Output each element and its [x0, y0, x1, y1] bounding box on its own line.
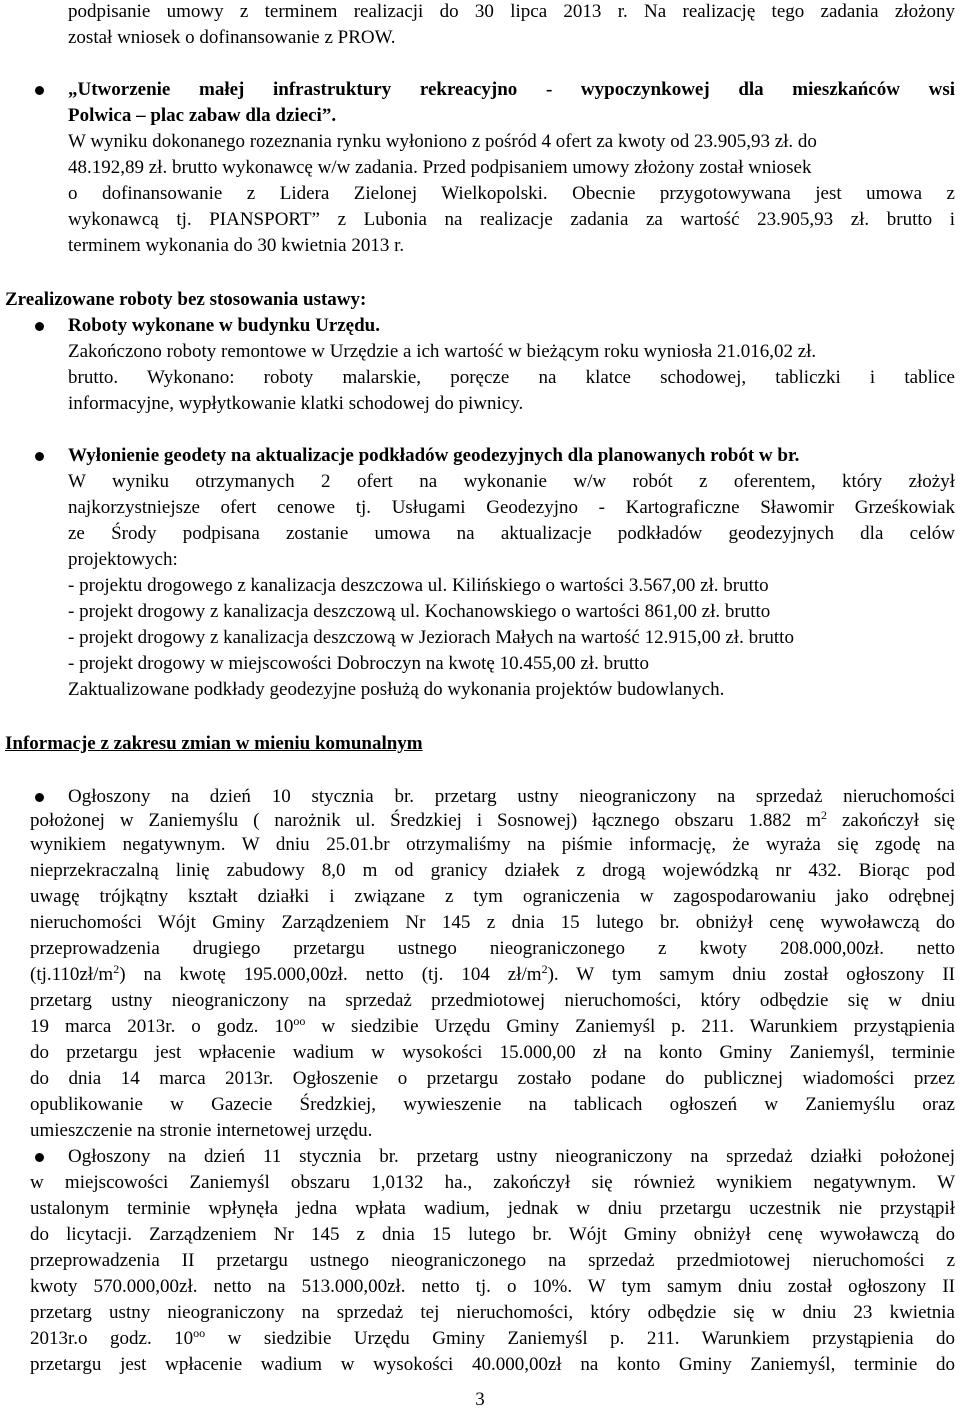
- property-a-line-1: Ogłoszony na dzień 10 stycznia br. przetarg ustny nieograniczony na sprzedaż nieruchomości: [68, 786, 955, 807]
- bullet-icon: [35, 793, 44, 802]
- bullet-icon: [35, 86, 44, 95]
- property-a-line-14: umieszczenie na stronie internetowej urzędu.: [30, 1120, 373, 1141]
- works-line-3: informacyjne, wypłytkowanie klatki schodowej do piwnicy.: [68, 393, 524, 414]
- geodesy-line-2: najkorzystniejsze ofert cenowe tj. Usługami Geodezyjno - Kartograficzne Sławomir Grześkowiak: [68, 497, 955, 518]
- playground-title-2: Polwica – plac zabaw dla dzieci”.: [68, 105, 337, 126]
- property-b-line-2: w miejscowości Zaniemyśl obszaru 1,0132 ha., zakończył się również wynikiem negatywnym. W: [30, 1172, 955, 1193]
- geodesy-line-5: - projektu drogowego z kanalizacja deszczowa ul. Kilińskiego o wartości 3.567,00 zł. brutto: [68, 575, 769, 596]
- geodesy-line-8: - projekt drogowy w miejscowości Dobroczyn na kwotę 10.455,00 zł. brutto: [68, 653, 649, 674]
- works-heading: Zrealizowane roboty bez stosowania ustawy:: [5, 289, 367, 310]
- geodesy-line-7: - projekt drogowy z kanalizacja deszczową w Jeziorach Małych na wartość 12.915,00 zł. brutto: [68, 627, 794, 648]
- playground-line-5: terminem wykonania do 30 kwietnia 2013 r.: [68, 235, 405, 256]
- bullet-icon: [35, 322, 44, 331]
- property-b-line-8: 2013r.o godz. $10^{oo}$ w siedzibie Urzędu Gminy Zaniemyśl p. 211. Warunkiem przystąpienia do: [30, 1326, 955, 1349]
- playground-line-2: 48.192,89 zł. brutto wykonawcę w/w zadania. Przed podpisaniem umowy złożony został wniosek: [68, 157, 812, 178]
- page-number: 3: [475, 1389, 485, 1410]
- property-a-line-10: 19 marca 2013r. o godz. $10^{oo}$ w siedzibie Urzędu Gminy Zaniemyśl p. 211. Warunkiem przystąpienia: [30, 1014, 955, 1037]
- property-a-line-11: do przetargu jest wpłacenie wadium w wysokości 15.000,00 zł na konto Gminy Zaniemyśl, terminie: [30, 1042, 955, 1063]
- playground-line-1: W wyniku dokonanego rozeznania rynku wyłoniono z pośród 4 ofert za kwoty od 23.905,93 zł. do: [68, 131, 817, 152]
- intro-line-2: został wniosek o dofinansowanie z PROW.: [68, 27, 396, 48]
- property-a-line-13: opublikowanie w Gazecie Średzkiej, wywieszenie na tablicach ogłoszeń w Zaniemyślu oraz: [30, 1094, 955, 1115]
- geodesy-line-9: Zaktualizowane podkłady geodezyjne posłużą do wykonania projektów budowlanych.: [68, 679, 725, 700]
- works-line-1: Zakończono roboty remontowe w Urzędzie a ich wartość w bieżącym roku wyniosła 21.016,02 zł.: [68, 341, 817, 362]
- works-item-title: Roboty wykonane w budynku Urzędu.: [68, 315, 380, 336]
- property-a-line-3: wynikiem negatywnym. W dniu 25.01.br otrzymaliśmy na piśmie informację, że wyraża się zgodę na: [30, 834, 955, 855]
- geodesy-line-3: ze Środy podpisana zostanie umowa na aktualizacje podkładów geodezyjnych dla celów: [68, 523, 955, 544]
- property-b-line-4: do licytacji. Zarządzeniem Nr 145 z dnia 15 lutego br. Wójt Gminy obniżył cenę wywoławczą do: [30, 1224, 955, 1245]
- property-a-line-5: uwagę trójkątny kształt działki i związane z tym ograniczenia w zagospodarowaniu jako odrębnej: [30, 886, 955, 907]
- property-b-line-7: przetarg ustny nieograniczony na sprzedaż tej nieruchomości, który odbędzie się w dniu 23 kwietnia: [30, 1302, 955, 1323]
- playground-line-3: o dofinansowanie z Lidera Zielonej Wielkopolski. Obecnie przygotowywana jest umowa z: [68, 183, 955, 204]
- playground-title-1: „Utworzenie małej infrastruktury rekreacyjno - wypoczynkowej dla mieszkańców wsi: [68, 79, 955, 100]
- property-a-line-9: przetarg ustny nieograniczony na sprzedaż przedmiotowej nieruchomości, który odbędzie się w dniu: [30, 990, 955, 1011]
- geodesy-line-6: - projekt drogowy z kanalizacja deszczową ul. Kochanowskiego o wartości 861,00 zł. brutto: [68, 601, 771, 622]
- intro-line-1: podpisanie umowy z terminem realizacji do 30 lipca 2013 r. Na realizację tego zadania złożony: [68, 1, 955, 22]
- property-a-line-7: przeprowadzenia drugiego przetargu ustnego nieograniczonego z kwoty 208.000,00zł. netto: [30, 938, 955, 959]
- property-a-line-12: do dnia 14 marca 2013r. Ogłoszenie o przetargu zostało podane do publicznej wiadomości przez: [30, 1068, 955, 1089]
- property-a-line-8: $(tj.110zł/m^2)$ na kwotę 195.000,00zł. netto (tj. 104 $zł/m^2$). W tym samym dniu został ogłoszony II: [30, 962, 955, 985]
- property-a-line-4: nieprzekraczalną linię zabudowy 8,0 m od granicy działek z drogą wojewódzką nr 432. Biorąc pod: [30, 860, 955, 881]
- property-b-line-1: Ogłoszony na dzień 11 stycznia br. przetarg ustny nieograniczony na sprzedaż działki położonej: [68, 1146, 955, 1167]
- property-b-line-3: ustalonym terminie wpłynęła jedna wpłata wadium, jednak w dniu przetargu uczestnik nie przystąpił: [30, 1198, 955, 1219]
- bullet-icon: [35, 452, 44, 461]
- property-heading: Informacje z zakresu zmian w mieniu komunalnym: [5, 733, 423, 754]
- property-a-line-6: nieruchomości Wójt Gminy Zarządzeniem Nr 145 z dnia 15 lutego br. obniżył cenę wywoławczą do: [30, 912, 955, 933]
- geodesy-line-4: projektowych:: [68, 549, 178, 570]
- property-b-line-5: przeprowadzenia II przetargu ustnego nieograniczonego na sprzedaż przedmiotowej nieruchomości z: [30, 1250, 955, 1271]
- geodesy-title: Wyłonienie geodety na aktualizacje podkładów geodezyjnych dla planowanych robót w br.: [68, 445, 800, 466]
- property-b-line-9: przetargu jest wpłacenie wadium w wysokości 40.000,00zł na konto Gminy Zaniemyśl, terminie do: [30, 1354, 955, 1375]
- playground-line-4: wykonawcą tj. PIANSPORT” z Lubonia na realizacje zadania za wartość 23.905,93 zł. brutto i: [68, 209, 955, 230]
- works-line-2: brutto. Wykonano: roboty malarskie, poręcze na klatce schodowej, tabliczki i tablice: [68, 367, 955, 388]
- property-a-line-2: położonej w Zaniemyślu ( narożnik ul. Średzkiej i Sosnowej) łącznego obszaru 1.882 $m^2$ zakończył się: [30, 808, 955, 831]
- geodesy-line-1: W wyniku otrzymanych 2 ofert na wykonanie w/w robót z oferentem, który złożył: [68, 471, 955, 492]
- property-b-line-6: kwoty 570.000,00zł. netto na 513.000,00zł. netto tj. o 10%. W tym samym dniu został ogłoszony II: [30, 1276, 955, 1297]
- bullet-icon: [35, 1153, 44, 1162]
